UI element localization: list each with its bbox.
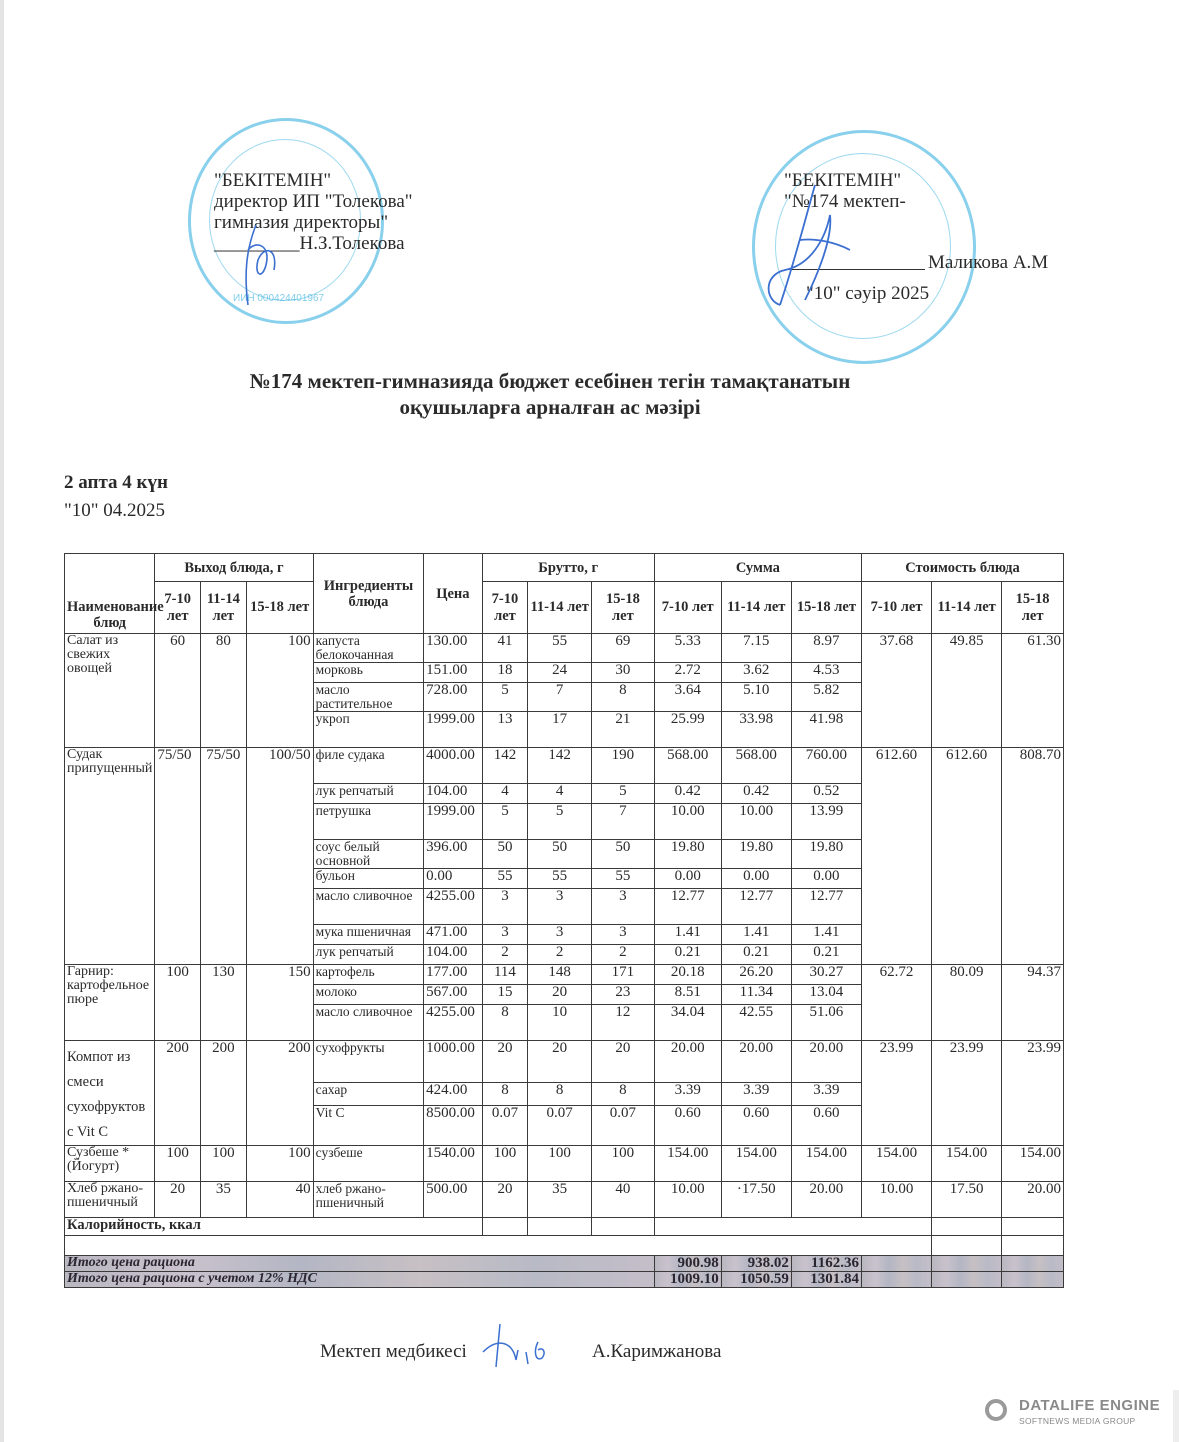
ingredient-sum: 8.51	[654, 985, 721, 1005]
ingredient-sum: 568.00	[654, 748, 721, 784]
dish-output: 200	[155, 1041, 201, 1146]
header-age-cost-1: 11-14 лет	[932, 582, 1002, 634]
ingredient-price: 4255.00	[424, 889, 482, 925]
ingredient-price: 177.00	[424, 965, 482, 985]
dish-output: 35	[201, 1182, 247, 1218]
ingredient-gross: 55	[592, 869, 655, 889]
ingredient-price: 728.00	[424, 683, 482, 712]
ingredient-sum: 3.64	[654, 683, 721, 712]
table-row	[65, 1041, 1064, 1083]
ingredient-sum: 1.41	[721, 925, 791, 945]
ingredient-gross: 3	[592, 889, 655, 925]
title-line-2: оқушыларға арналған ас мәзірі	[399, 395, 701, 419]
ingredient-sum: 7.15	[721, 634, 791, 663]
ingredient-gross: 41	[482, 634, 528, 663]
ingredient-sum: 154.00	[791, 1146, 861, 1182]
ingredient-name: петрушка	[313, 804, 424, 840]
ingredient-sum: 3.39	[721, 1083, 791, 1105]
ingredient-name: хлеб ржано-пшеничный	[313, 1182, 424, 1218]
ingredient-gross: 100	[482, 1146, 528, 1182]
ingredient-sum: 0.52	[791, 784, 861, 804]
header-price: Цена	[424, 554, 482, 634]
ingredient-sum: 19.80	[791, 840, 861, 869]
calories-value	[932, 1218, 1002, 1236]
blank-row	[65, 1236, 1064, 1256]
calories-value	[592, 1218, 655, 1236]
approval-right-heading: "БЕКІТЕМІН"	[784, 170, 902, 191]
totals-value: 1301.84	[791, 1272, 861, 1288]
dish-output: 20	[155, 1182, 201, 1218]
watermark	[985, 1395, 1165, 1435]
ingredient-gross: 114	[482, 965, 528, 985]
ingredient-gross: 100	[528, 1146, 592, 1182]
ingredient-gross: 13	[482, 712, 528, 748]
page-right-edge	[1173, 1390, 1179, 1442]
ingredient-sum: 11.34	[721, 985, 791, 1005]
nurse-label: Мектеп медбикесі	[320, 1341, 467, 1362]
calories-label: Калорийность, ккал	[65, 1218, 483, 1236]
ingredient-price: 0.00	[424, 869, 482, 889]
dish-output: 75/50	[155, 748, 201, 965]
header-age-output-2: 15-18 лет	[246, 582, 313, 634]
header-gross: Брутто, г	[482, 554, 654, 582]
dish-output: 80	[201, 634, 247, 748]
dish-name: Судак припущенный	[65, 748, 155, 965]
header-cost: Стоимость блюда	[861, 554, 1063, 582]
ingredient-gross: 5	[592, 784, 655, 804]
approval-right-signature-name: Маликова А.М	[928, 252, 1049, 273]
ingredient-gross: 10	[528, 1005, 592, 1041]
table-row	[65, 1146, 1064, 1182]
dish-output: 100	[246, 634, 313, 748]
ingredient-sum: 30.27	[791, 965, 861, 985]
dish-output: 200	[201, 1041, 247, 1146]
dish-cost: 20.00	[1002, 1182, 1064, 1218]
ingredient-gross: 3	[592, 925, 655, 945]
header-age-gross-2: 15-18 лет	[592, 582, 655, 634]
dish-name: Компот из смеси сухофруктов с Vit C	[65, 1041, 155, 1146]
header-row-ages	[65, 582, 1064, 634]
ingredient-sum: 568.00	[721, 748, 791, 784]
table-row	[65, 748, 1064, 784]
ingredient-gross: 7	[592, 804, 655, 840]
ingredient-gross: 8	[592, 683, 655, 712]
ingredient-name: мука пшеничная	[313, 925, 424, 945]
menu-date: "10" 04.2025	[64, 500, 166, 521]
calories-value	[1002, 1218, 1064, 1236]
dish-cost: 23.99	[861, 1041, 931, 1146]
ingredient-price: 1000.00	[424, 1041, 482, 1083]
ingredient-gross: 8	[482, 1083, 528, 1105]
ingredient-sum: 0.60	[791, 1105, 861, 1145]
dish-name: Салат из свежих овощей	[65, 634, 155, 748]
totals-blank	[1002, 1256, 1064, 1272]
header-ingredients: Ингредиенты блюда	[313, 554, 424, 634]
ingredient-sum: 13.99	[791, 804, 861, 840]
totals-value: 1050.59	[721, 1272, 791, 1288]
approval-left-signature-line: _________Н.З.Толекова	[214, 233, 405, 254]
ingredient-price: 396.00	[424, 840, 482, 869]
table-row	[65, 965, 1064, 985]
totals-blank	[932, 1256, 1002, 1272]
ingredient-name: лук репчатый	[313, 945, 424, 965]
header-age-gross-0: 7-10 лет	[482, 582, 528, 634]
header-sum: Сумма	[654, 554, 861, 582]
ingredient-sum: 12.77	[721, 889, 791, 925]
totals-value: 938.02	[721, 1256, 791, 1272]
title-line-1: №174 мектеп-гимназияда бюджет есебінен тегін тамақтанатын	[249, 369, 851, 393]
ingredient-gross: 35	[528, 1182, 592, 1218]
ingredient-sum: 0.21	[791, 945, 861, 965]
ingredient-gross: 2	[482, 945, 528, 965]
ingredient-sum: 25.99	[654, 712, 721, 748]
ingredient-name: укроп	[313, 712, 424, 748]
calories-spacer	[654, 1218, 931, 1236]
ingredient-sum: 1.41	[791, 925, 861, 945]
table-row	[65, 1182, 1064, 1218]
document-title	[0, 368, 1100, 420]
dish-cost: 17.50	[932, 1182, 1002, 1218]
ingredient-sum: 3.62	[721, 663, 791, 683]
ingredient-gross: 2	[592, 945, 655, 965]
ingredient-gross: 2	[528, 945, 592, 965]
dish-cost: 808.70	[1002, 748, 1064, 965]
ingredient-gross: 4	[528, 784, 592, 804]
totals-value: 1009.10	[654, 1272, 721, 1288]
header-age-cost-0: 7-10 лет	[861, 582, 931, 634]
ingredient-sum: 760.00	[791, 748, 861, 784]
ingredient-sum: 8.97	[791, 634, 861, 663]
week-day-label: 2 апта 4 күн	[64, 472, 168, 493]
dish-output: 75/50	[201, 748, 247, 965]
approval-left-line2: гимназия директоры"	[214, 212, 389, 233]
ingredient-price: 4000.00	[424, 748, 482, 784]
nurse-name: А.Каримжанова	[592, 1341, 722, 1362]
totals-value: 1162.36	[791, 1256, 861, 1272]
ingredient-gross: 3	[528, 889, 592, 925]
approval-left-line1: директор ИП "Толекова"	[214, 191, 413, 212]
ingredient-gross: 4	[482, 784, 528, 804]
totals-label: Итого цена рациона	[65, 1256, 655, 1272]
ingredient-name: сузбеше	[313, 1146, 424, 1182]
ingredient-sum: 2.72	[654, 663, 721, 683]
totals-value: 900.98	[654, 1256, 721, 1272]
totals-row	[65, 1256, 1064, 1272]
ingredient-sum: 41.98	[791, 712, 861, 748]
ingredient-name: картофель	[313, 965, 424, 985]
approval-left-heading: "БЕКІТЕМІН"	[214, 170, 332, 191]
blank-cell	[932, 1236, 1002, 1256]
ingredient-sum: 0.21	[654, 945, 721, 965]
ingredient-sum: ·17.50	[721, 1182, 791, 1218]
ingredient-sum: 10.00	[654, 804, 721, 840]
header-row-groups	[65, 554, 1064, 582]
ingredient-name: масло сливочное	[313, 1005, 424, 1041]
ingredient-gross: 24	[528, 663, 592, 683]
dish-name: Сузбеше *(Йогурт)	[65, 1146, 155, 1182]
ingredient-sum: 1.41	[654, 925, 721, 945]
header-age-sum-2: 15-18 лет	[791, 582, 861, 634]
ingredient-gross: 8	[482, 1005, 528, 1041]
dish-cost: 154.00	[861, 1146, 931, 1182]
ingredient-gross: 5	[482, 804, 528, 840]
ingredient-name: филе судака	[313, 748, 424, 784]
menu-table	[64, 553, 1064, 1288]
signature-right-icon	[755, 180, 865, 320]
ingredient-gross: 15	[482, 985, 528, 1005]
ingredient-gross: 171	[592, 965, 655, 985]
ingredient-gross: 17	[528, 712, 592, 748]
ingredient-name: лук репчатый	[313, 784, 424, 804]
signature-left-icon	[226, 220, 286, 310]
ingredient-price: 104.00	[424, 945, 482, 965]
ingredient-sum: 0.60	[654, 1105, 721, 1145]
dish-output: 150	[246, 965, 313, 1041]
ingredient-sum: 0.00	[721, 869, 791, 889]
ingredient-name: молоко	[313, 985, 424, 1005]
ingredient-sum: 51.06	[791, 1005, 861, 1041]
ingredient-gross: 55	[528, 869, 592, 889]
ingredient-name: капуста белокочанная	[313, 634, 424, 663]
blank-cell	[65, 1236, 932, 1256]
ingredient-price: 1540.00	[424, 1146, 482, 1182]
ingredient-gross: 30	[592, 663, 655, 683]
ingredient-gross: 7	[528, 683, 592, 712]
ingredient-gross: 55	[482, 869, 528, 889]
ingredient-name: масло сливочное	[313, 889, 424, 925]
dish-cost: 154.00	[932, 1146, 1002, 1182]
calories-value	[482, 1218, 528, 1236]
ingredient-gross: 142	[528, 748, 592, 784]
dish-cost: 612.60	[861, 748, 931, 965]
ingredient-price: 4255.00	[424, 1005, 482, 1041]
dish-output: 100	[155, 965, 201, 1041]
datalife-logo-icon	[985, 1399, 1007, 1421]
dish-output: 200	[246, 1041, 313, 1146]
ingredient-sum: 33.98	[721, 712, 791, 748]
totals-blank	[861, 1272, 931, 1288]
ingredient-gross: 5	[482, 683, 528, 712]
ingredient-name: Vit C	[313, 1105, 424, 1145]
ingredient-gross: 21	[592, 712, 655, 748]
header-age-output-0: 7-10 лет	[155, 582, 201, 634]
header-age-output-1: 11-14 лет	[201, 582, 247, 634]
ingredient-sum: 3.39	[654, 1083, 721, 1105]
ingredient-gross: 18	[482, 663, 528, 683]
ingredient-gross: 142	[482, 748, 528, 784]
ingredient-sum: 12.77	[791, 889, 861, 925]
ingredient-sum: 5.10	[721, 683, 791, 712]
dish-cost: 612.60	[932, 748, 1002, 965]
ingredient-gross: 23	[592, 985, 655, 1005]
ingredient-sum: 20.18	[654, 965, 721, 985]
ingredient-gross: 3	[528, 925, 592, 945]
dish-output: 100	[201, 1146, 247, 1182]
dish-cost: 154.00	[1002, 1146, 1064, 1182]
dish-output: 100	[155, 1146, 201, 1182]
dish-name: Гарнир: картофельное пюре	[65, 965, 155, 1041]
watermark-sub: SOFTNEWS MEDIA GROUP	[1019, 1416, 1136, 1426]
blank-cell	[1002, 1236, 1064, 1256]
ingredient-sum: 19.80	[654, 840, 721, 869]
ingredient-gross: 50	[592, 840, 655, 869]
ingredient-name: сахар	[313, 1083, 424, 1105]
approval-right-date: "10" сәуір 2025	[806, 283, 930, 304]
ingredient-name: масло растительное	[313, 683, 424, 712]
ingredient-gross: 5	[528, 804, 592, 840]
ingredient-sum: 0.60	[721, 1105, 791, 1145]
ingredient-name: соус белый основной	[313, 840, 424, 869]
totals-blank	[1002, 1272, 1064, 1288]
dish-cost: 80.09	[932, 965, 1002, 1041]
ingredient-sum: 12.77	[654, 889, 721, 925]
ingredient-sum: 20.00	[791, 1041, 861, 1083]
ingredient-gross: 40	[592, 1182, 655, 1218]
dish-cost: 94.37	[1002, 965, 1064, 1041]
header-output: Выход блюда, г	[155, 554, 313, 582]
ingredient-sum: 0.00	[791, 869, 861, 889]
ingredient-gross: 8	[592, 1083, 655, 1105]
dish-output: 100	[246, 1146, 313, 1182]
ingredient-gross: 100	[592, 1146, 655, 1182]
ingredient-sum: 10.00	[721, 804, 791, 840]
calories-value	[528, 1218, 592, 1236]
approval-right-line1: "№174 мектеп-	[784, 191, 906, 212]
ingredient-name: морковь	[313, 663, 424, 683]
ingredient-price: 1999.00	[424, 712, 482, 748]
header-age-gross-1: 11-14 лет	[528, 582, 592, 634]
ingredient-gross: 3	[482, 925, 528, 945]
ingredient-gross: 20	[482, 1041, 528, 1083]
header-age-cost-2: 15-18 лет	[1002, 582, 1064, 634]
ingredient-sum: 3.39	[791, 1083, 861, 1105]
ingredient-sum: 20.00	[654, 1041, 721, 1083]
dish-output: 100/50	[246, 748, 313, 965]
ingredient-price: 151.00	[424, 663, 482, 683]
ingredient-name: бульон	[313, 869, 424, 889]
ingredient-gross: 50	[528, 840, 592, 869]
dish-output: 40	[246, 1182, 313, 1218]
dish-cost: 37.68	[861, 634, 931, 748]
ingredient-gross: 0.07	[482, 1105, 528, 1145]
ingredient-sum: 0.42	[721, 784, 791, 804]
ingredient-gross: 20	[592, 1041, 655, 1083]
ingredient-sum: 20.00	[721, 1041, 791, 1083]
ingredient-gross: 20	[482, 1182, 528, 1218]
ingredient-sum: 4.53	[791, 663, 861, 683]
ingredient-gross: 3	[482, 889, 528, 925]
ingredient-gross: 12	[592, 1005, 655, 1041]
ingredient-price: 104.00	[424, 784, 482, 804]
ingredient-sum: 0.42	[654, 784, 721, 804]
totals-blank	[932, 1272, 1002, 1288]
ingredient-price: 130.00	[424, 634, 482, 663]
signature-nurse-icon	[478, 1322, 568, 1372]
ingredient-name: сухофрукты	[313, 1041, 424, 1083]
dish-cost: 61.30	[1002, 634, 1064, 748]
ingredient-gross: 148	[528, 965, 592, 985]
ingredient-gross: 20	[528, 1041, 592, 1083]
ingredient-price: 424.00	[424, 1083, 482, 1105]
ingredient-gross: 0.07	[528, 1105, 592, 1145]
dish-output: 60	[155, 634, 201, 748]
dish-output: 130	[201, 965, 247, 1041]
ingredient-sum: 5.33	[654, 634, 721, 663]
calories-row	[65, 1218, 1064, 1236]
ingredient-gross: 190	[592, 748, 655, 784]
ingredient-gross: 69	[592, 634, 655, 663]
header-age-sum-0: 7-10 лет	[654, 582, 721, 634]
dish-cost: 23.99	[1002, 1041, 1064, 1146]
header-age-sum-1: 11-14 лет	[721, 582, 791, 634]
ingredient-sum: 26.20	[721, 965, 791, 985]
ingredient-gross: 8	[528, 1083, 592, 1105]
ingredient-sum: 19.80	[721, 840, 791, 869]
dish-cost: 10.00	[861, 1182, 931, 1218]
totals-blank	[861, 1256, 931, 1272]
ingredient-sum: 154.00	[721, 1146, 791, 1182]
ingredient-gross: 0.07	[592, 1105, 655, 1145]
ingredient-price: 8500.00	[424, 1105, 482, 1145]
ingredient-gross: 55	[528, 634, 592, 663]
header-dish-name: Наименование блюд	[65, 554, 155, 634]
ingredient-sum: 34.04	[654, 1005, 721, 1041]
dish-cost: 49.85	[932, 634, 1002, 748]
totals-label: Итого цена рациона с учетом 12% НДС	[65, 1272, 655, 1288]
ingredient-gross: 50	[482, 840, 528, 869]
ingredient-sum: 42.55	[721, 1005, 791, 1041]
ingredient-sum: 13.04	[791, 985, 861, 1005]
dish-cost: 62.72	[861, 965, 931, 1041]
stamp-left-iin: ИИН 000424401967	[233, 293, 325, 304]
ingredient-sum: 0.00	[654, 869, 721, 889]
dish-name: Хлеб ржано-пшеничный	[65, 1182, 155, 1218]
ingredient-sum: 20.00	[791, 1182, 861, 1218]
ingredient-price: 1999.00	[424, 804, 482, 840]
page-left-edge	[0, 0, 4, 1442]
ingredient-price: 567.00	[424, 985, 482, 1005]
ingredient-price: 500.00	[424, 1182, 482, 1218]
ingredient-sum: 10.00	[654, 1182, 721, 1218]
ingredient-sum: 0.21	[721, 945, 791, 965]
watermark-brand: DATALIFE ENGINE	[1019, 1397, 1161, 1414]
ingredient-sum: 5.82	[791, 683, 861, 712]
ingredient-price: 471.00	[424, 925, 482, 945]
dish-cost: 23.99	[932, 1041, 1002, 1146]
ingredient-sum: 154.00	[654, 1146, 721, 1182]
totals-row	[65, 1272, 1064, 1288]
table-row	[65, 634, 1064, 663]
ingredient-gross: 20	[528, 985, 592, 1005]
